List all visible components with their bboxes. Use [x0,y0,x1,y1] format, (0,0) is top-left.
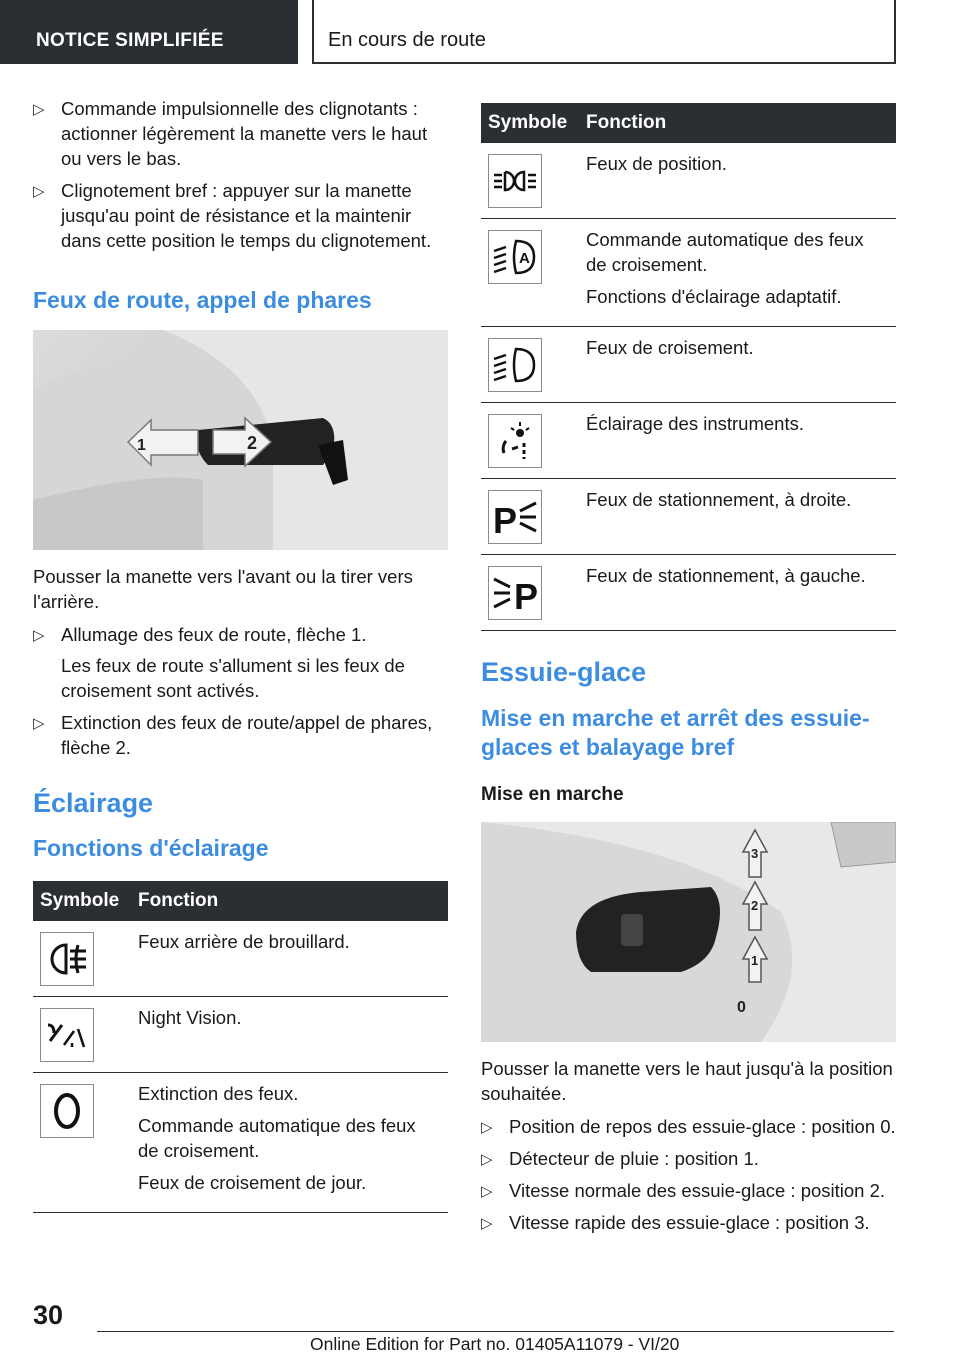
col-header-symbol: Symbole [33,881,131,921]
list-item: ▷ Vitesse normale des essuie-glace : position 2. [481,1178,896,1203]
table-row: Night Vision. [33,997,448,1073]
footer-divider [97,1331,894,1332]
stalk-illustration [33,330,448,550]
heading-wipers: Essuie-glace [481,657,647,687]
list-item: ▷ Clignotement bref : appuyer sur la manette jusqu'au point de résistance et la maintenir dans cette position le temps du clignotement. [33,180,432,251]
parking-light-right-icon [488,490,542,544]
heading-high-beam: Feux de route, appel de phares [33,287,372,313]
table-row: Extinction des feux. Commande automatique des feux de croisement. Feux de croisement de jour. [33,1073,448,1213]
heading-wipers-sub: Mise en marche et arrêt des essuie-glaces et balayage bref [481,705,870,760]
right-column [481,103,896,1242]
stalk-photo [33,330,448,550]
bullet-triangle-icon: ▷ [481,1119,493,1136]
col-header-function: Fonction [579,103,896,143]
heading-lighting: Éclairage [33,788,154,818]
wiper-stalk-illustration [481,822,896,1042]
parking-light-left-icon [488,566,542,620]
paragraph: Pousser la manette vers l'avant ou la tirer vers l'arrière. [33,566,413,612]
list-item: ▷ Position de repos des essuie-glace : position 0. [481,1114,896,1139]
bullet-triangle-icon: ▷ [33,627,45,644]
arrow-label-1: 1 [137,437,146,454]
left-column [33,96,448,1213]
symbol-table-left [33,881,448,1213]
col-header-function: Fonction [131,881,448,921]
table-row: P Feux de stationnement, à droite. [481,479,896,555]
list-item: ▷ Allumage des feux de route, flèche 1. Les feux de route s'allument si les feux de croisement sont activés. [33,624,405,701]
position-label-0: 0 [737,999,746,1016]
rear-fog-light-icon [40,932,94,986]
heading-functions: Fonctions d'éclairage [33,835,269,861]
list-item: ▷ Commande impulsionnelle des clignotants : actionner légèrement la manette vers le haut ou vers le bas. [33,98,428,169]
chapter-title: En cours de route [312,0,896,64]
section-tab: NOTICE SIMPLIFIÉE [0,0,298,64]
svg-text:P: P [493,500,518,539]
table-row: P Feux de stationnement, à gauche. [481,555,896,631]
arrow-label-2: 2 [247,433,258,453]
col-header-symbol: Symbole [481,103,579,143]
instrument-lighting-icon [488,414,542,468]
svg-text:A: A [519,250,530,267]
bullet-triangle-icon: ▷ [33,715,45,732]
auto-headlight-icon [488,230,542,284]
bullet-triangle-icon: ▷ [481,1151,493,1168]
night-vision-icon [40,1008,94,1062]
list-item: ▷ Extinction des feux de route/appel de phares, flèche 2. [33,712,433,758]
position-lights-icon [488,154,542,208]
table-row: Feux de position. [481,143,896,219]
position-label-1: 1 [751,953,759,968]
low-beam-icon [488,338,542,392]
table-row: Éclairage des instruments. [481,403,896,479]
page-number: 30 [33,1300,64,1330]
heading-switch-on: Mise en marche [481,784,624,805]
svg-text:P: P [514,576,538,615]
wiper-stalk-photo [481,822,896,1042]
list-item: ▷ Détecteur de pluie : position 1. [481,1146,896,1171]
position-label-2: 2 [751,898,759,913]
symbol-table-right [481,103,896,631]
table-row: A Commande automatique des feux de croisement. Fonctions d'éclairage adaptatif. [481,219,896,327]
paragraph: Pousser la manette vers le haut jusqu'à la position souhaitée. [481,1058,893,1104]
zero-position-icon [40,1084,94,1138]
table-row: Feux de croisement. [481,327,896,403]
position-label-3: 3 [751,846,759,861]
bullet-triangle-icon: ▷ [33,101,45,118]
edition-note: Online Edition for Part no. 01405A11079 - VI/20 [310,1334,680,1354]
bullet-triangle-icon: ▷ [481,1183,493,1200]
bullet-triangle-icon: ▷ [481,1215,493,1232]
list-item: ▷ Vitesse rapide des essuie-glace : position 3. [481,1210,896,1235]
table-row: Feux arrière de brouillard. [33,921,448,997]
bullet-triangle-icon: ▷ [33,183,45,200]
